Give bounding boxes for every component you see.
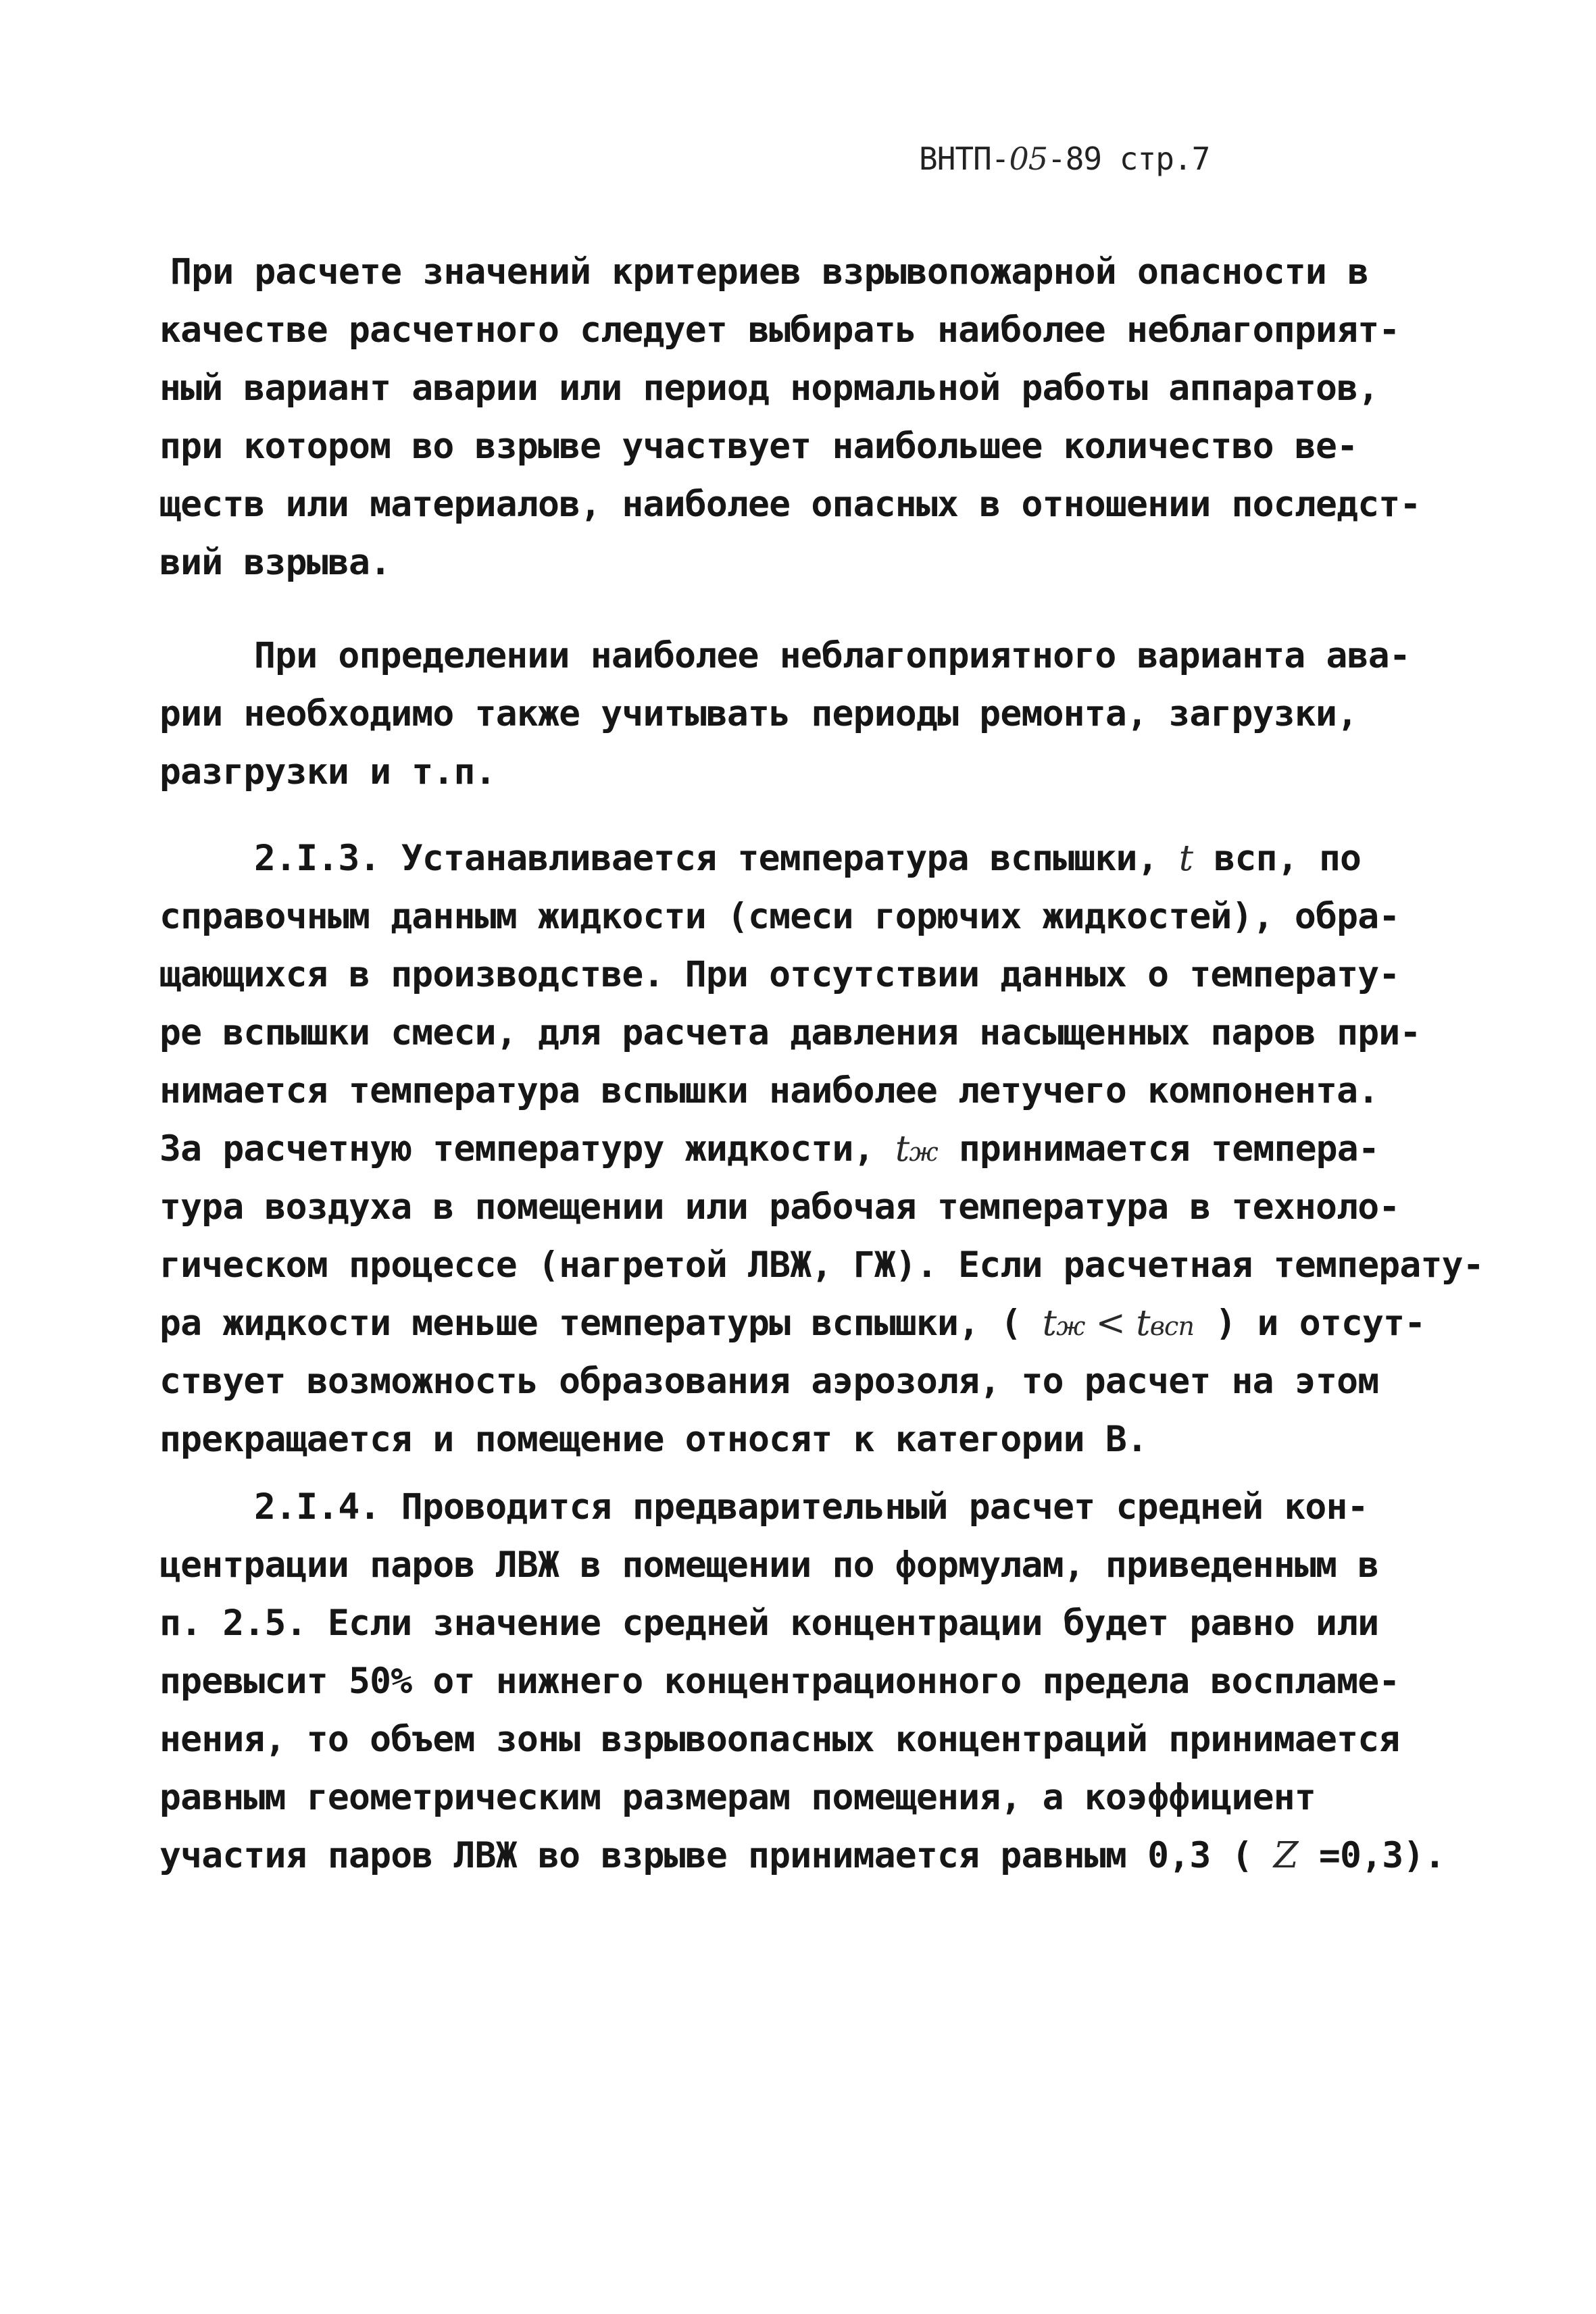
text-line: прекращается и помещение относят к категории В. [159, 1419, 1148, 1460]
text-line: справочным данным жидкости (смеси горючих жидкостей), обра- [159, 896, 1400, 937]
text-line: щающихся в производстве. При отсутствии данных о температу- [159, 954, 1400, 995]
text-line: нения, то объем зоны взрывоопасных концентраций принимается [159, 1719, 1400, 1760]
text-line: При определении наиболее неблагоприятного варианта ава- [254, 635, 1410, 676]
t-subscript: ж [1056, 1311, 1085, 1341]
t-subscript: всп [1149, 1311, 1195, 1341]
text-line: ре вспышки смеси, для расчета давления насыщенных паров при- [159, 1012, 1421, 1053]
t-subscript: ж [909, 1137, 938, 1167]
t-symbol: t [1042, 1303, 1057, 1344]
line-text: За расчетную температуру жидкости, [159, 1128, 895, 1169]
doc-code: ВНТП- [919, 141, 1009, 177]
text-line: рии необходимо также учитывать периоды ремонта, загрузки, [159, 693, 1358, 734]
text-line: превысит 50% от нижнего концентрационного предела воспламе- [159, 1661, 1400, 1702]
doc-year-page: -89 стр.7 [1047, 141, 1210, 177]
z-symbol: Z [1273, 1835, 1298, 1876]
text-line: тура воздуха в помещении или рабочая температура в техноло- [159, 1186, 1400, 1228]
t-symbol: t [1178, 838, 1193, 879]
t-symbol: t [1136, 1303, 1150, 1344]
line-text: всп, по [1193, 838, 1362, 879]
text-line: ствует возможность образования аэрозоля, то расчет на этом [159, 1361, 1379, 1402]
line-text: ра жидкости меньше температуры вспышки, ( [159, 1303, 1043, 1344]
text-line [159, 1303, 1425, 1344]
text-line: При расчете значений критериев взрывопожарной опасности в [170, 251, 1369, 293]
t-symbol: t [895, 1128, 909, 1169]
text-line [254, 838, 1361, 879]
less-than-symbol: < [1084, 1303, 1137, 1344]
line-text: ) и отсут- [1194, 1303, 1426, 1344]
text-line: ществ или материалов, наиболее опасных в отношении последст- [159, 484, 1421, 525]
text-line: качестве расчетного следует выбирать наиболее неблагоприят- [159, 309, 1400, 351]
text-line: разгрузки и т.п. [159, 751, 496, 793]
text-line [159, 1128, 1379, 1169]
text-line: 2.I.4. Проводится предварительный расчет средней кон- [254, 1486, 1368, 1528]
doc-number-handwritten: 05 [1009, 141, 1048, 177]
text-line: центрации паров ЛВЖ в помещении по формулам, приведенным в [159, 1544, 1379, 1586]
line-text: участия паров ЛВЖ во взрыве принимается равным 0,3 ( [159, 1835, 1274, 1876]
line-text: 2.I.3. Устанавливается температура вспышки, [254, 838, 1179, 879]
text-line [159, 1835, 1445, 1876]
text-line: п. 2.5. Если значение средней концентрации будет равно или [159, 1603, 1379, 1644]
page-header [919, 141, 1210, 177]
text-line: вий взрыва. [159, 542, 391, 583]
text-line: нимается температура вспышки наиболее летучего компонента. [159, 1070, 1379, 1111]
text-line: при котором во взрыве участвует наибольшее количество ве- [159, 426, 1358, 467]
text-line: гическом процессе (нагретой ЛВЖ, ГЖ). Если расчетная температу- [159, 1244, 1484, 1286]
text-line: ный вариант аварии или период нормальной работы аппаратов, [159, 368, 1379, 409]
text-line: равным геометрическим размерам помещения, а коэффициент [159, 1777, 1316, 1818]
line-text: =0,3). [1297, 1835, 1445, 1876]
line-text: принимается темпера- [937, 1128, 1380, 1169]
